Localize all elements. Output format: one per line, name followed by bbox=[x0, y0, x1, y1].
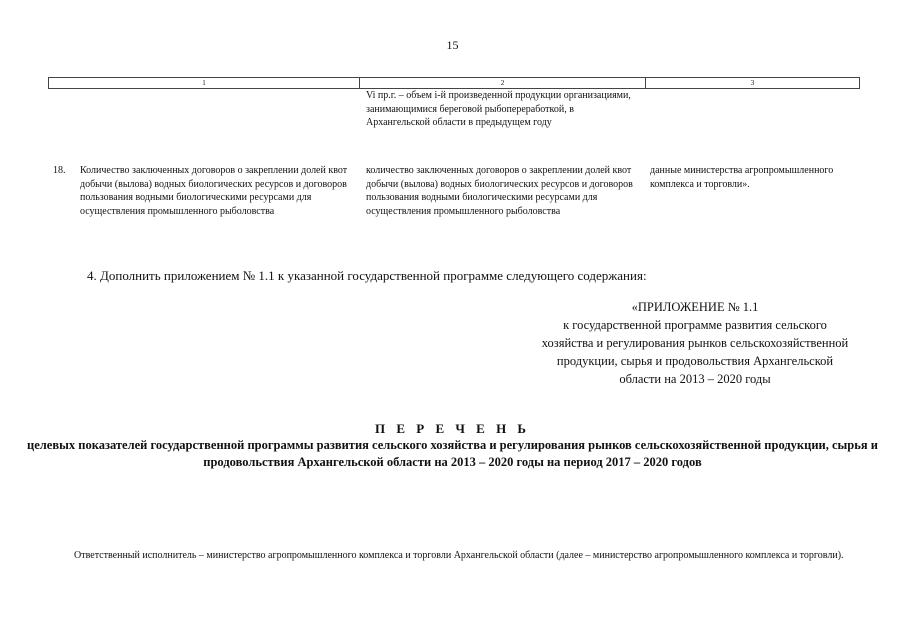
row-indicator-name: Количество заключенных договоров о закреплении долей квот добычи (вылова) водных биологических ресурсов и договоров пользования водными биологическими ресурсами для осуществления промышленного рыболовства bbox=[80, 165, 348, 218]
appendix-title: «ПРИЛОЖЕНИЕ № 1.1 bbox=[631, 300, 759, 314]
paragraph-4: 4. Дополнить приложением № 1.1 к указанной государственной программе следующего содержания: bbox=[87, 268, 647, 283]
appendix-subtitle: к государственной программе развития сельского хозяйства и регулирования рынков сельскохозяйственной продукции, сырья и продовольствия Архангельской области на 2013 – 2020 годы bbox=[541, 318, 849, 386]
list-subtitle: целевых показателей государственной программы развития сельского хозяйства и регулирования рынков сельскохозяйственной продукции, сырья и продовольствия Архангельской области на 2013 – 2020 годы на период 2017 – 2020 годов bbox=[27, 438, 878, 469]
row-calculation-method: количество заключенных договоров о закреплении долей квот добычи (вылова) водных биологических ресурсов и договоров пользования водными биологическими ресурсами для осуществления промышленного рыболовства bbox=[366, 165, 633, 218]
page-number: 15 bbox=[446, 38, 459, 52]
responsible-executor-note: Ответственный исполнитель – министерство агропромышленного комплекса и торговли Архангельской области (далее – министерство агропромышленного комплекса и торговли). bbox=[74, 550, 844, 561]
list-title: П Е Р Е Ч Е Н Ь bbox=[374, 421, 531, 436]
table-header-col-3: 3 bbox=[645, 77, 860, 89]
table-header-col-1: 1 bbox=[48, 77, 360, 89]
table-continuation-text: Vi пр.г. – объем i-й произведенной продукции организациями, занимающимися береговой рыбопереработкой, в Архангельской области в предыдущем году bbox=[366, 90, 631, 129]
table-header-col-2: 2 bbox=[359, 77, 646, 89]
row-data-source: данные министерства агропромышленного комплекса и торговли». bbox=[650, 165, 834, 190]
row-number: 18. bbox=[53, 165, 66, 176]
